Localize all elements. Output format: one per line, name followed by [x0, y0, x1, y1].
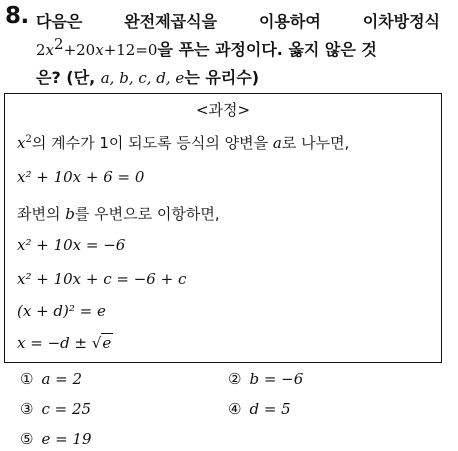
choice-3[interactable] — [20, 400, 91, 418]
equation-variable-2: x — [95, 41, 104, 59]
equation-coefficient: 2 — [36, 41, 46, 59]
choice-5-number: ⑤ — [20, 430, 34, 448]
equation-exponent: 2 — [54, 35, 64, 53]
choice-1-text: a = 2 — [41, 370, 83, 388]
process-box — [4, 93, 442, 363]
process-line-3-var: b — [65, 205, 75, 223]
question-stem-line-2 — [36, 37, 377, 60]
process-line-3-text: 좌변의 — [17, 205, 61, 223]
choice-2[interactable] — [228, 370, 303, 388]
stem-line-3-post: 는 유리수) — [184, 68, 260, 87]
choice-5[interactable] — [20, 430, 92, 448]
process-line-1-var-2: a — [272, 134, 282, 152]
radical-sign-icon: √ — [91, 334, 102, 352]
choice-1[interactable] — [20, 370, 82, 388]
process-title: <과정> — [195, 101, 251, 119]
process-line-3 — [17, 203, 220, 224]
process-line-1-text-2: 로 나누면, — [281, 134, 350, 152]
process-line-5: x² + 10x + c = −6 + c — [17, 270, 187, 288]
stem-word-2: 완전제곱식을 — [124, 12, 218, 31]
stem-word-4: 이차방정식 — [362, 12, 440, 31]
choice-4-text: d = 5 — [249, 400, 291, 418]
process-line-1 — [17, 132, 349, 153]
choice-4[interactable] — [228, 400, 291, 418]
choice-4-number: ④ — [228, 400, 242, 418]
equation-middle: +20 — [63, 41, 96, 59]
process-line-4: x² + 10x = −6 — [17, 236, 126, 254]
process-line-1-text: 의 계수가 1이 되도록 등식의 양변을 — [31, 134, 269, 152]
choice-3-number: ③ — [20, 400, 34, 418]
square-root — [92, 334, 113, 352]
process-line-7 — [17, 334, 113, 352]
question-stem-line-1 — [36, 9, 440, 32]
choice-1-number: ① — [20, 370, 34, 388]
process-line-1-var: x — [17, 134, 26, 152]
choice-2-text: b = −6 — [249, 370, 304, 388]
process-line-6: (x + d)² = e — [17, 302, 106, 320]
process-line-2: x² + 10x + 6 = 0 — [17, 168, 145, 186]
stem-line-3-vars: a, b, c, d, e — [100, 69, 185, 87]
choice-2-number: ② — [228, 370, 242, 388]
choice-3-text: c = 25 — [41, 400, 92, 418]
stem-word-1: 다음은 — [36, 12, 83, 31]
process-line-1-exp: 2 — [25, 134, 32, 145]
stem-word-3: 이용하여 — [258, 12, 321, 31]
equation-variable: x — [45, 41, 55, 59]
radicand: e — [102, 334, 112, 352]
stem-line-3-pre: 은? (단, — [36, 68, 96, 87]
equation-tail: +12=0 — [103, 41, 158, 59]
process-line-7-lhs: x = −d ± — [17, 334, 88, 352]
question-stem-line-3 — [36, 65, 259, 88]
stem-line-2-text: 을 푸는 과정이다. 옳지 않은 것 — [157, 40, 377, 59]
process-line-3-text-2: 를 우변으로 이항하면, — [74, 205, 220, 223]
choice-5-text: e = 19 — [41, 430, 92, 448]
question-number: 8. — [5, 3, 29, 29]
